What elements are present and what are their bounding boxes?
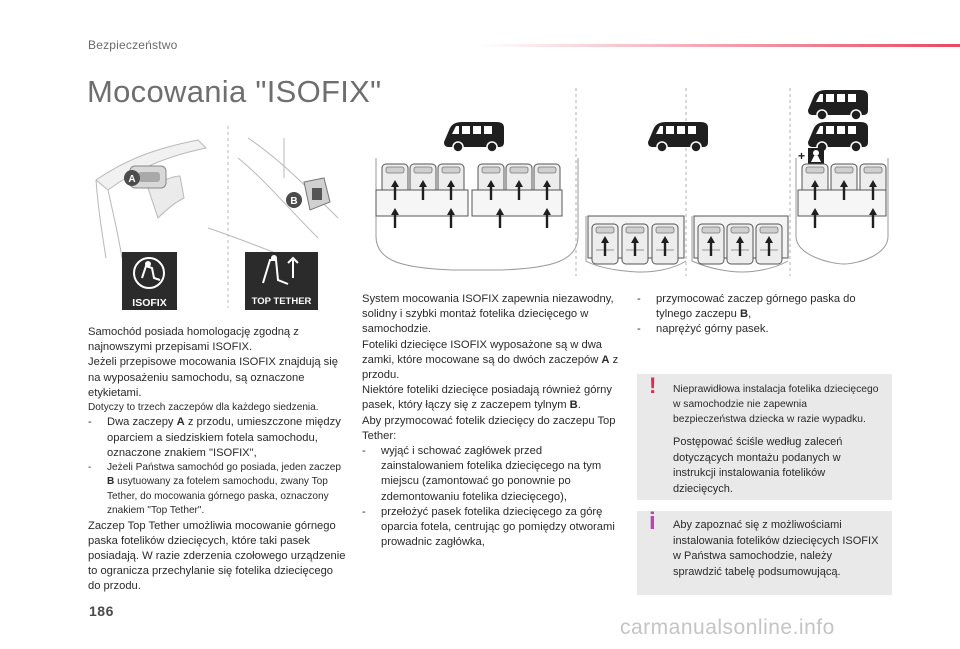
info-box: [637, 508, 892, 595]
label-top-tether: TOP TETHER: [251, 296, 312, 307]
info-icon: i: [649, 508, 656, 535]
column-steps: [637, 292, 892, 338]
seat-diagram-1: [376, 158, 578, 270]
warning-icon: !: [649, 373, 657, 398]
van-icon: [444, 122, 504, 152]
list-dash: -: [88, 462, 92, 474]
callout-a: A: [128, 174, 136, 185]
list-item: - Dwa zaczepy A z przodu, umieszczone między oparciem a siedziskiem fotela samochodu, oznaczone znakiem "ISOFIX",: [88, 416, 341, 459]
intro-paragraph: Samochód posiada homologację zgodną z najnowszymi przepisami ISOFIX.: [88, 326, 299, 354]
child-seat-icon: [798, 148, 824, 164]
warning-box: [637, 374, 892, 500]
column-system: [362, 292, 624, 550]
anchor-b-graphic: [286, 178, 330, 210]
anchor-a-graphic: [124, 166, 166, 188]
isofix-illustration: [88, 118, 344, 318]
list-dash: -: [637, 293, 641, 305]
warning-text: Nieprawidłowa instalacja fotelika dziecięcego w samochodzie nie zapewnia bezpieczeństwa dziecka w razie wypadku.: [673, 384, 879, 425]
info-text: Aby zapoznać się z możliwościami instalowania fotelików dziecięcych ISOFIX w Państwa samochodzie, należy sprawdzić tabelę podsumowującą.: [673, 519, 879, 578]
van-icon: [808, 90, 868, 120]
vehicle-seat-configurations: [352, 86, 892, 276]
warning-instructions: Postępować ściśle według zaleceń dotyczących montażu podanych w instrukcji instalowania fotelików dziecięcych.: [673, 436, 843, 495]
top-tether-label-icon: [245, 252, 318, 310]
anchors-note: Dotyczy to trzech zaczepów dla każdego siedzenia.: [88, 402, 319, 414]
list-dash: -: [362, 505, 366, 518]
list-item: - wyjąć i schować zagłówek przed zainstalowaniem fotelika dziecięcego na tym miejscu (zamontować go ponownie po zdemontowaniu fotelika dziecięcego),: [362, 445, 602, 503]
top-tether-paragraph: Zaczep Top Tether umożliwia mocowanie górnego paska fotelików dziecięcych, które taki pasek posiadają. W razie zderzenia czołowego urządzenie to ogranicza przechylanie się fotelika dziecięcego do przodu.: [88, 519, 346, 593]
callout-b: B: [290, 196, 298, 207]
list-item: - przełożyć pasek fotelika dziecięcego za górę oparcia fotela, centrując go pomiędzy otworami prowadnic zagłówka,: [362, 505, 615, 549]
van-icon: [648, 122, 708, 152]
top-strap-paragraph: Niektóre foteliki dziecięce posiadają również górny pasek, który łączy się z zaczepem tylnym B.: [362, 384, 612, 412]
labels-paragraph: Jeżeli przepisowe mocowania ISOFIX znajdują się na wyposażeniu samochodu, są oznaczone etykietami.: [88, 356, 338, 399]
page-title: Mocowania "ISOFIX": [87, 74, 382, 109]
label-isofix: ISOFIX: [132, 297, 167, 309]
van-icon: [808, 122, 868, 152]
list-dash: -: [88, 416, 92, 429]
procedure-intro: Aby przymocować fotelik dziecięcy do zaczepu Top Tether:: [362, 414, 616, 442]
list-item: - naprężyć górny pasek.: [637, 322, 892, 337]
isofix-label-icon: [122, 252, 177, 310]
page-number: 186: [89, 603, 114, 619]
svg-text:+: +: [798, 149, 806, 163]
watermark: carmanualsonline.info: [620, 616, 835, 639]
column-intro: [88, 325, 346, 595]
system-paragraph: System mocowania ISOFIX zapewnia niezawodny, solidny i szybki montaż fotelika dziecięcego w samochodzie.: [362, 293, 614, 336]
list-item: - przymocować zaczep górnego paska do tylnego zaczepu B,: [637, 293, 856, 321]
section-title: Bezpieczeństwo: [88, 38, 178, 52]
list-item: - Jeżeli Państwa samochód go posiada, jeden zaczep B usytuowany za fotelem samochodu, zwany Top Tether, do mocowania górnego paska, oznaczony znakiem "Top Tether".: [88, 462, 341, 517]
list-dash: -: [637, 323, 641, 336]
locks-paragraph: Foteliki dziecięce ISOFIX wyposażone są w dwa zamki, które mocowane są do dwóch zaczepów A z przodu.: [362, 338, 619, 382]
seat-diagram-2: [586, 216, 686, 272]
list-dash: -: [362, 445, 366, 458]
